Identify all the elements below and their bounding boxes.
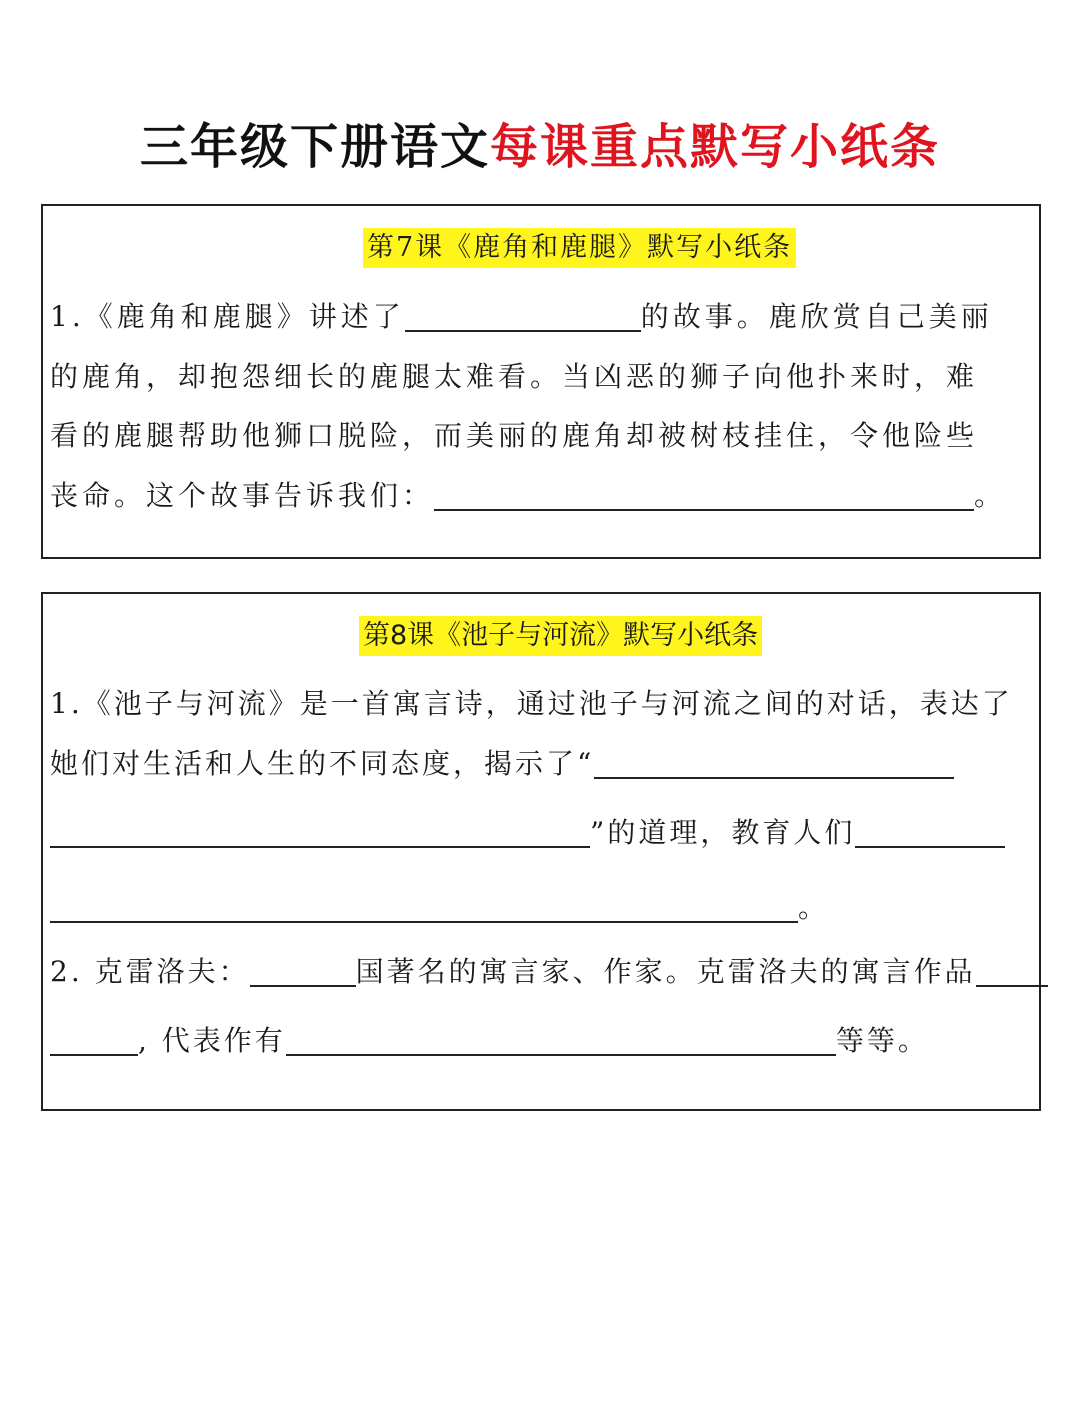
- page-title-main: 三年级下册语文: [139, 119, 490, 175]
- text-segment: 2. 克雷洛夫：: [50, 955, 250, 988]
- text-segment: 她们对生活和人生的不同态度，揭示了“: [50, 747, 595, 780]
- text-line: [50, 355, 978, 399]
- fill-blank[interactable]: [434, 479, 974, 511]
- text-segment: 丧命。这个故事告诉我们：: [50, 479, 435, 512]
- text-segment: 看的鹿腿帮助他狮口脱险，而美丽的鹿角却被树枝挂住，令他险些: [50, 419, 979, 452]
- fill-blank[interactable]: [250, 955, 356, 987]
- text-segment: 。: [798, 891, 830, 924]
- fill-blank[interactable]: [405, 300, 641, 332]
- text-segment: 1.《鹿角和鹿腿》讲述了: [50, 300, 405, 333]
- text-segment: 国著名的寓言家、作家。克雷洛夫的寓言作品: [355, 955, 976, 988]
- text-segment: 的鹿角，却抱怨细长的鹿腿太难看。当凶恶的狮子向他扑来时，难: [50, 360, 979, 393]
- page-title: [0, 108, 1080, 177]
- text-segment: 。: [974, 479, 1007, 512]
- text-line: [50, 295, 993, 339]
- card-heading: 第7课《鹿角和鹿腿》默写小纸条: [363, 228, 796, 268]
- text-line: [50, 1019, 929, 1063]
- fill-blank[interactable]: [286, 1024, 836, 1056]
- text-segment: 的故事。鹿欣赏自己美丽: [640, 300, 993, 333]
- dictation-card-lesson-7: [41, 204, 1041, 559]
- text-segment: , 代表作有: [138, 1024, 286, 1057]
- page-title-highlight: 每课重点默写小纸条: [490, 119, 941, 175]
- fill-blank[interactable]: [50, 891, 798, 923]
- text-line: [50, 742, 954, 786]
- fill-blank[interactable]: [976, 955, 1048, 987]
- dictation-card-lesson-8: [41, 592, 1041, 1111]
- text-line: [50, 414, 978, 458]
- text-line: [50, 886, 829, 930]
- text-segment: 等等。: [835, 1024, 929, 1057]
- card-heading: 第8课《池子与河流》默写小纸条: [359, 616, 762, 656]
- text-line: [50, 811, 1005, 855]
- text-segment: 1.《池子与河流》是一首寓言诗，通过池子与河流之间的对话，表达了: [50, 687, 1013, 720]
- text-line: [50, 950, 1048, 994]
- fill-blank[interactable]: [594, 747, 954, 779]
- text-line: [50, 682, 1013, 726]
- fill-blank[interactable]: [50, 816, 590, 848]
- text-line: [50, 474, 1006, 518]
- fill-blank[interactable]: [855, 816, 1005, 848]
- text-segment: ”的道理，教育人们: [590, 816, 856, 849]
- fill-blank[interactable]: [50, 1024, 138, 1056]
